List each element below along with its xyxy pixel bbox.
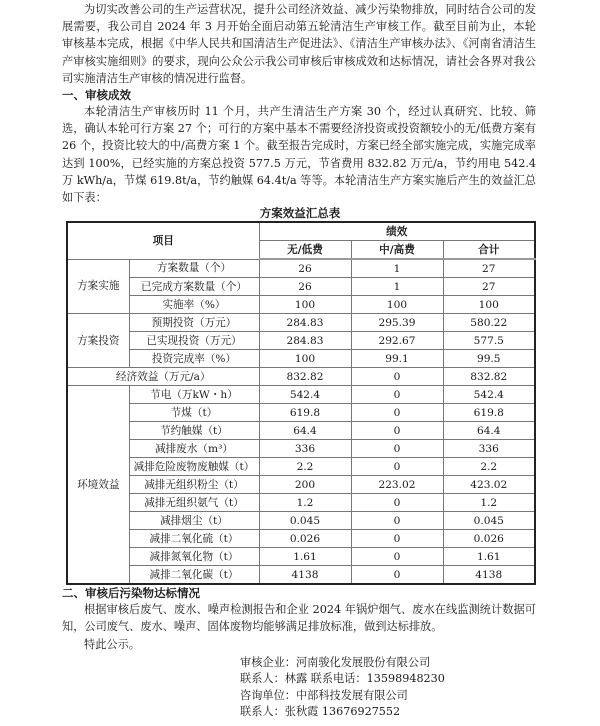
table-container bbox=[66, 221, 534, 585]
section1-heading: 一、审核成效 bbox=[62, 88, 131, 103]
row-label: 方案数量（个） bbox=[129, 259, 259, 278]
table-row bbox=[67, 278, 535, 296]
cell-value: 223.02 bbox=[351, 476, 443, 494]
cell-value: 99.1 bbox=[351, 350, 443, 368]
row-label: 减排二氧化硫（t） bbox=[129, 530, 259, 548]
cell-value: 0 bbox=[351, 458, 443, 476]
table-row bbox=[67, 422, 535, 440]
header-low-cost: 无/低费 bbox=[259, 241, 351, 260]
cell-value: 832.82 bbox=[259, 368, 351, 386]
group-label: 方案实施 bbox=[67, 259, 129, 314]
header-item: 项目 bbox=[67, 222, 259, 259]
table-row bbox=[67, 440, 535, 458]
section2-paragraph: 根据审核后废气、废水、噪声检测报告和企业 2024 年锅炉烟气、废水在线监测统计数据可知，公司废气、废水、噪声、固体废物均能够满足排放标准，做到达标排放。 bbox=[62, 603, 536, 634]
intro-paragraph: 为切实改善公司的生产运营状况，提升公司经济效益、减少污染物排放，同时结合公司的发展需要，我公司自 2024 年 3 月开始全面启动第五轮清洁生产审核工作。截至目前为止，本轮审核基本完成，根据《中华人民共和国清洁生产促进法》、《清洁生产审核办法》、《河南省清洁生产审核实施细则》的要求，现向公众公示我公司审核后审核成效和达标情况，请社会各界对我公司实施清洁生产审核的情况进行监督。 bbox=[62, 3, 536, 85]
row-label: 减排烟尘（t） bbox=[129, 512, 259, 530]
cell-value: 100 bbox=[259, 296, 351, 314]
cell-value: 832.82 bbox=[443, 368, 535, 386]
cell-value: 423.02 bbox=[443, 476, 535, 494]
table-row bbox=[67, 566, 535, 585]
cell-value: 1.61 bbox=[259, 548, 351, 566]
cell-value: 64.4 bbox=[443, 422, 535, 440]
table-row bbox=[67, 548, 535, 566]
cell-value: 2.2 bbox=[259, 458, 351, 476]
row-label: 减排氮氧化物（t） bbox=[129, 548, 259, 566]
cell-value: 619.8 bbox=[443, 404, 535, 422]
table-row bbox=[67, 530, 535, 548]
cell-value: 336 bbox=[443, 440, 535, 458]
header-high-cost: 中/高费 bbox=[351, 241, 443, 260]
table-row bbox=[67, 368, 535, 386]
cell-value: 295.39 bbox=[351, 314, 443, 332]
cell-value: 99.5 bbox=[443, 350, 535, 368]
cell-value: 284.83 bbox=[259, 332, 351, 350]
consultant: 咨询单位：中部科技发展有限公司 bbox=[240, 688, 408, 702]
row-label: 已完成方案数量（个） bbox=[129, 278, 259, 296]
cell-value: 64.4 bbox=[259, 422, 351, 440]
cell-value: 0 bbox=[351, 530, 443, 548]
cell-value: 0.026 bbox=[443, 530, 535, 548]
table-row bbox=[67, 494, 535, 512]
cell-value: 284.83 bbox=[259, 314, 351, 332]
cell-value: 336 bbox=[259, 440, 351, 458]
cell-value: 1.2 bbox=[259, 494, 351, 512]
row-label: 已实现投资（万元） bbox=[129, 332, 259, 350]
row-label: 减排二氧化碳（t） bbox=[129, 566, 259, 585]
cell-value: 0.045 bbox=[259, 512, 351, 530]
cell-value: 542.4 bbox=[259, 386, 351, 404]
section2-heading: 二、审核后污染物达标情况 bbox=[62, 586, 200, 601]
table-title: 方案效益汇总表 bbox=[259, 206, 341, 221]
closing-text: 特此公示。 bbox=[84, 637, 140, 651]
cell-value: 200 bbox=[259, 476, 351, 494]
table-row bbox=[67, 314, 535, 332]
cell-value: 27 bbox=[443, 259, 535, 278]
row-label: 经济效益（万元/a） bbox=[67, 368, 259, 386]
row-label: 减排废水（m³） bbox=[129, 440, 259, 458]
row-label: 减排无组织氨气（t） bbox=[129, 494, 259, 512]
row-label: 投资完成率（%） bbox=[129, 350, 259, 368]
table-row bbox=[67, 259, 535, 278]
cell-value: 1.2 bbox=[443, 494, 535, 512]
cell-value: 100 bbox=[351, 296, 443, 314]
cell-value: 26 bbox=[259, 278, 351, 296]
cell-value: 1.61 bbox=[443, 548, 535, 566]
row-label: 实施率（%） bbox=[129, 296, 259, 314]
cell-value: 100 bbox=[443, 296, 535, 314]
signature-block bbox=[240, 655, 580, 721]
cell-value: 1 bbox=[351, 278, 443, 296]
cell-value: 580.22 bbox=[443, 314, 535, 332]
cell-value: 100 bbox=[259, 350, 351, 368]
cell-value: 4138 bbox=[259, 566, 351, 585]
contact-1: 联系人：林露 联系电话：13598948230 bbox=[240, 672, 445, 686]
table-row bbox=[67, 458, 535, 476]
group-label: 方案投资 bbox=[67, 314, 129, 368]
table-row bbox=[67, 296, 535, 314]
cell-value: 0 bbox=[351, 494, 443, 512]
cell-value: 0.045 bbox=[443, 512, 535, 530]
table-row bbox=[67, 404, 535, 422]
cell-value: 292.67 bbox=[351, 332, 443, 350]
cell-value: 0 bbox=[351, 440, 443, 458]
contact-2: 联系人：张秋霞 13676927552 bbox=[240, 705, 401, 719]
cell-value: 27 bbox=[443, 278, 535, 296]
table-row bbox=[67, 350, 535, 368]
cell-value: 0 bbox=[351, 386, 443, 404]
cell-value: 0 bbox=[351, 566, 443, 585]
cell-value: 2.2 bbox=[443, 458, 535, 476]
section1-paragraph: 本轮清洁生产审核历时 11 个月，共产生清洁生产方案 30 个，经过认真研究、比较、筛选，确认本轮可行方案 27 个；可行的方案中基本不需要经济投资或投资额较小的无/低费方案有 26 个，投资比较大的中/高费方案 1 个。截至报告完成时，方案已经全部实施完成，实施完成率达到 100%，已经实施的方案总投资 577.5 万元，节省费用 832.82 万元/a，节约用电 542.4 万 kWh/a，节煤 619.8t/a，节约触媒 64.4t/a 等等。本轮清洁生产方案实施后产生的效益汇总如下表： bbox=[62, 105, 536, 205]
row-label: 节电（万kW・h） bbox=[129, 386, 259, 404]
benefit-summary-table bbox=[66, 221, 536, 585]
table-row bbox=[67, 476, 535, 494]
cell-value: 542.4 bbox=[443, 386, 535, 404]
cell-value: 1 bbox=[351, 259, 443, 278]
cell-value: 0 bbox=[351, 548, 443, 566]
cell-value: 0.026 bbox=[259, 530, 351, 548]
cell-value: 0 bbox=[351, 368, 443, 386]
group-label: 环境效益 bbox=[67, 386, 129, 585]
header-performance: 绩效 bbox=[259, 222, 535, 241]
cell-value: 577.5 bbox=[443, 332, 535, 350]
row-label: 减排无组织粉尘（t） bbox=[129, 476, 259, 494]
cell-value: 4138 bbox=[443, 566, 535, 585]
row-label: 预期投资（万元） bbox=[129, 314, 259, 332]
table-row bbox=[67, 332, 535, 350]
cell-value: 0 bbox=[351, 512, 443, 530]
row-label: 节约触媒（t） bbox=[129, 422, 259, 440]
table-row bbox=[67, 386, 535, 404]
audit-company: 审核企业：河南骏化发展股份有限公司 bbox=[240, 655, 431, 669]
row-label: 节煤（t） bbox=[129, 404, 259, 422]
table-row bbox=[67, 512, 535, 530]
environment-rows bbox=[67, 386, 535, 585]
cell-value: 0 bbox=[351, 422, 443, 440]
row-label: 减排危险废物废触媒（t） bbox=[129, 458, 259, 476]
cell-value: 0 bbox=[351, 404, 443, 422]
cell-value: 619.8 bbox=[259, 404, 351, 422]
cell-value: 26 bbox=[259, 259, 351, 278]
header-total: 合计 bbox=[443, 241, 535, 260]
